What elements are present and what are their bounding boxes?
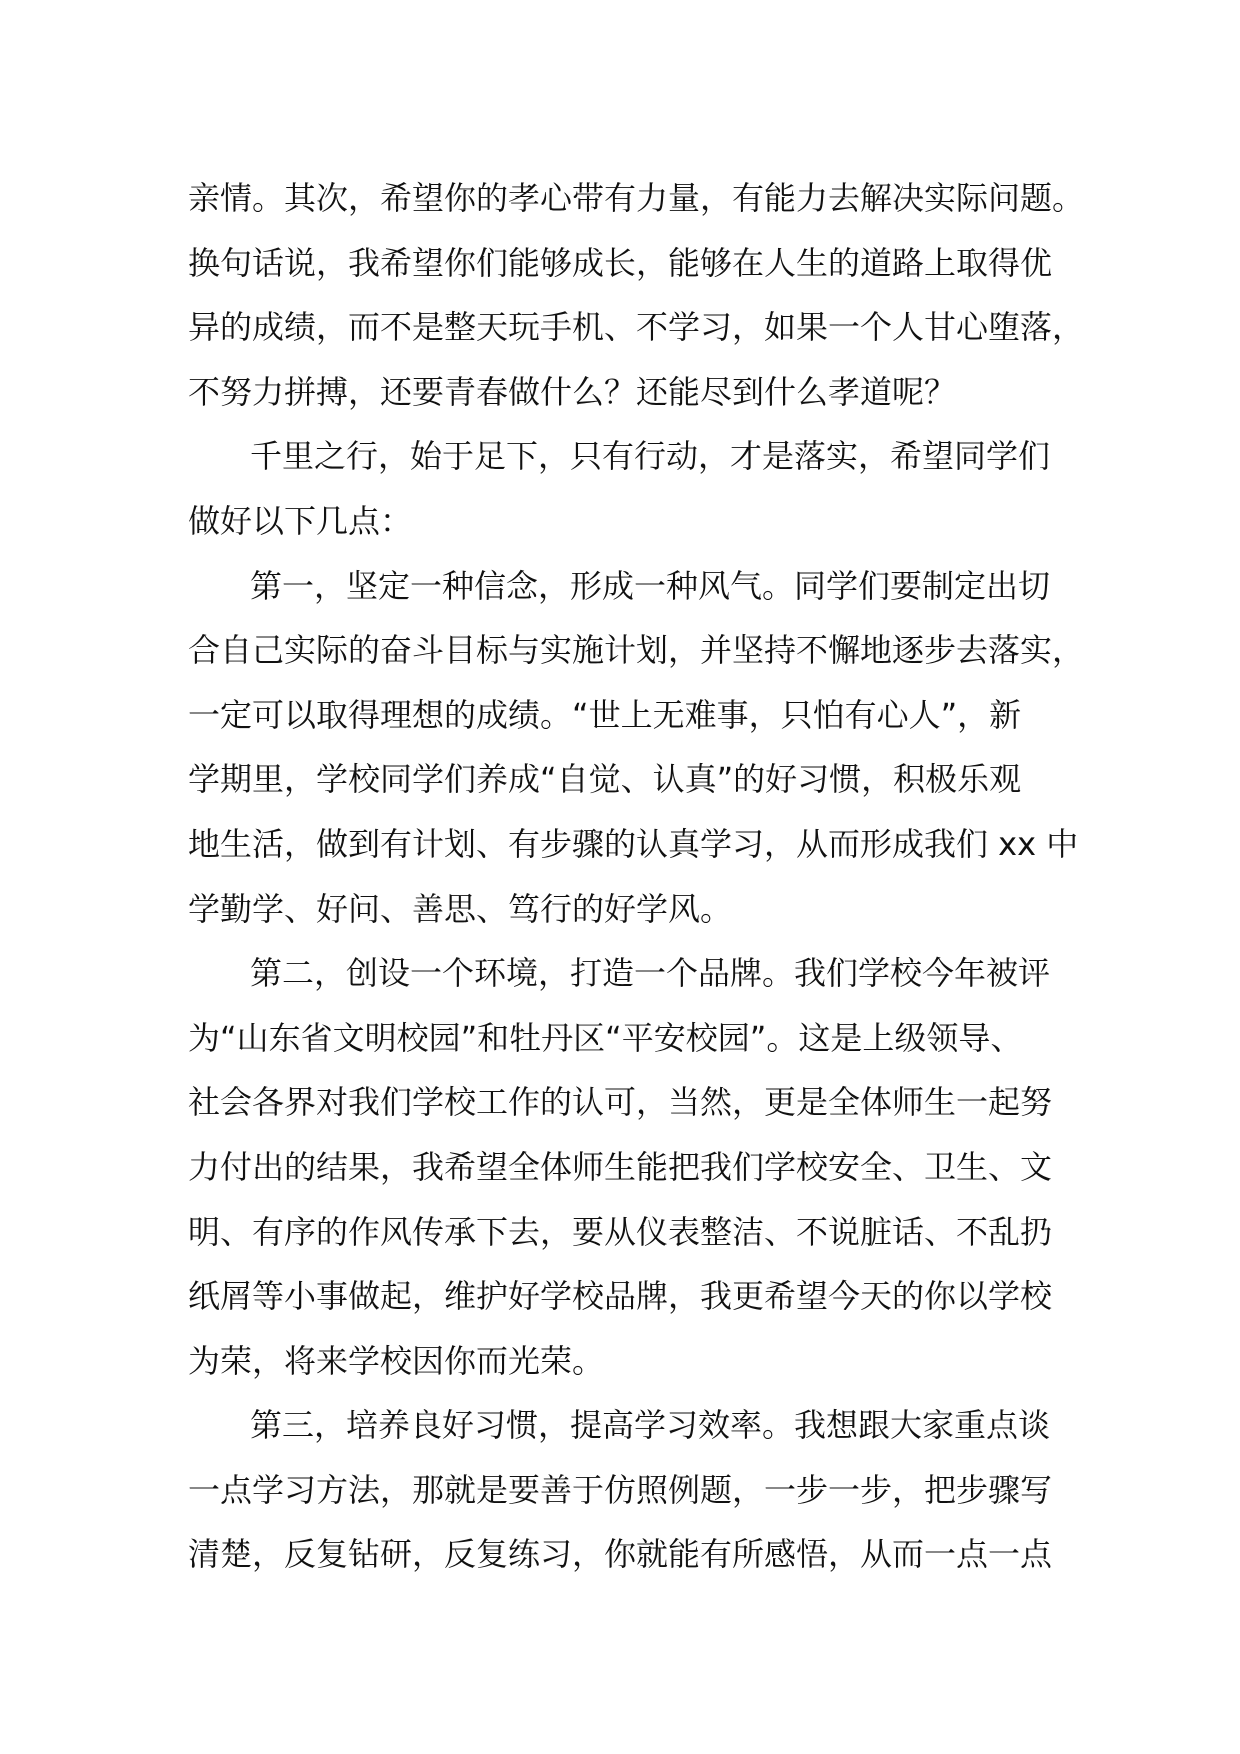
text-line-13: 第二，创设一个环境，打造一个品牌。我们学校今年被评 [250, 954, 1051, 993]
text-line-1: 亲情。其次，希望你的孝心带有力量，有能力去解决实际问题。 [188, 179, 1085, 217]
text-line-18: 纸屑等小事做起，维护好学校品牌，我更希望今天的你以学校 [188, 1277, 1053, 1316]
text-line-7: 第一，坚定一种信念，形成一种风气。同学们要制定出切 [250, 566, 1051, 605]
text-line-8: 合自己实际的奋斗目标与实施计划，并坚持不懈地逐步去落实， [188, 631, 1085, 670]
text-line-5: 千里之行，始于足下，只有行动，才是落实，希望同学们 [250, 437, 1051, 476]
text-line-14: 为“山东省文明校园”和牡丹区“平安校园”。这是上级领导、 [188, 1018, 1023, 1057]
text-line-10: 学期里，学校同学们养成“自觉、认真”的好习惯，积极乐观 [188, 760, 1022, 799]
text-line-2: 换句话说，我希望你们能够成长，能够在人生的道路上取得优 [188, 243, 1053, 282]
text-line-17: 明、有序的作风传承下去，要从仪表整洁、不说脏话、不乱扔 [188, 1212, 1053, 1251]
text-line-21: 一点学习方法，那就是要善于仿照例题，一步一步，把步骤写 [188, 1470, 1053, 1509]
text-line-3: 异的成绩，而不是整天玩手机、不学习，如果一个人甘心堕落， [188, 308, 1085, 347]
text-line-11: 地生活，做到有计划、有步骤的认真学习，从而形成我们 xx 中 [188, 824, 1079, 863]
text-line-22: 清楚，反复钻研，反复练习，你就能有所感悟，从而一点一点 [188, 1535, 1053, 1574]
text-line-9: 一定可以取得理想的成绩。“世上无难事，只怕有心人”，新 [188, 695, 1022, 734]
text-line-4: 不努力拼搏，还要青春做什么？还能尽到什么孝道呢？ [188, 372, 957, 411]
text-line-19: 为荣，将来学校因你而光荣。 [188, 1341, 605, 1380]
text-line-12: 学勤学、好问、善思、笃行的好学风。 [188, 889, 733, 928]
text-line-20: 第三，培养良好习惯，提高学习效率。我想跟大家重点谈 [250, 1406, 1051, 1445]
text-line-16: 力付出的结果，我希望全体师生能把我们学校安全、卫生、文 [188, 1147, 1053, 1186]
text-line-6: 做好以下几点： [188, 501, 413, 540]
body-text [188, 166, 1088, 1587]
text-line-15: 社会各界对我们学校工作的认可，当然，更是全体师生一起努 [188, 1083, 1053, 1122]
